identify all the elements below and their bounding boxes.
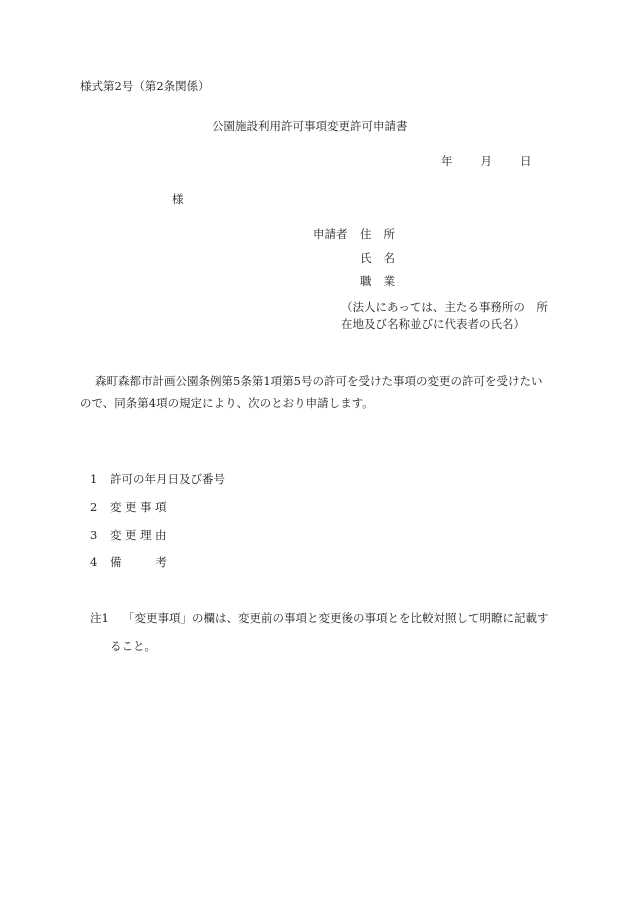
applicant-label: 申請者: [313, 227, 348, 241]
remarks-char-2: 考: [155, 555, 167, 569]
page-title: 公園施設利用許可事項変更許可申請書: [212, 119, 408, 133]
footnote-label: 注1: [90, 611, 109, 625]
name-label-char-2: 名: [383, 251, 395, 265]
request-body-line-1: 森町森都市計画公園条例第5条第1項第5号の許可を受けた事項の変更の許可を受けたい: [95, 374, 543, 388]
remarks-char-1: 備: [110, 555, 122, 569]
item-number: 1: [90, 472, 98, 486]
footnote-line-2: ること。: [110, 639, 156, 653]
name-field-label: [360, 253, 395, 265]
item-number: 4: [90, 555, 98, 569]
item-change-reason: 変更理由: [110, 528, 170, 542]
date-line: [441, 156, 532, 168]
footnote-line-1: 「変更事項」の欄は、変更前の事項と変更後の事項とを比較対照して明瞭に記載す: [123, 611, 549, 625]
item-change-matters: 変更事項: [110, 500, 170, 514]
occupation-label-char-2: 業: [383, 274, 395, 288]
corporate-note-line-1: （法人にあっては、主たる事務所の 所: [341, 300, 548, 314]
item-number: 3: [90, 528, 98, 542]
occupation-field-label: [360, 276, 395, 288]
address-label-char-1: 住: [360, 227, 372, 241]
address-field-label: [360, 229, 395, 241]
date-month-label: 月: [480, 154, 492, 168]
occupation-label-char-1: 職: [360, 274, 372, 288]
form-number: 様式第2号（第2条関係）: [80, 79, 210, 93]
item-number: 2: [90, 500, 98, 514]
date-year-label: 年: [441, 154, 453, 168]
name-label-char-1: 氏: [360, 251, 372, 265]
corporate-note-line-2: 在地及び名称並びに代表者の氏名）: [341, 317, 525, 331]
item-remarks: [110, 557, 167, 569]
address-label-char-2: 所: [383, 227, 395, 241]
request-body-line-2: ので、同条第4項の規定により、次のとおり申請します。: [80, 396, 374, 410]
addressee-suffix: 様: [172, 192, 184, 206]
item-permit-date-number: 許可の年月日及び番号: [110, 472, 225, 486]
date-day-label: 日: [520, 154, 532, 168]
